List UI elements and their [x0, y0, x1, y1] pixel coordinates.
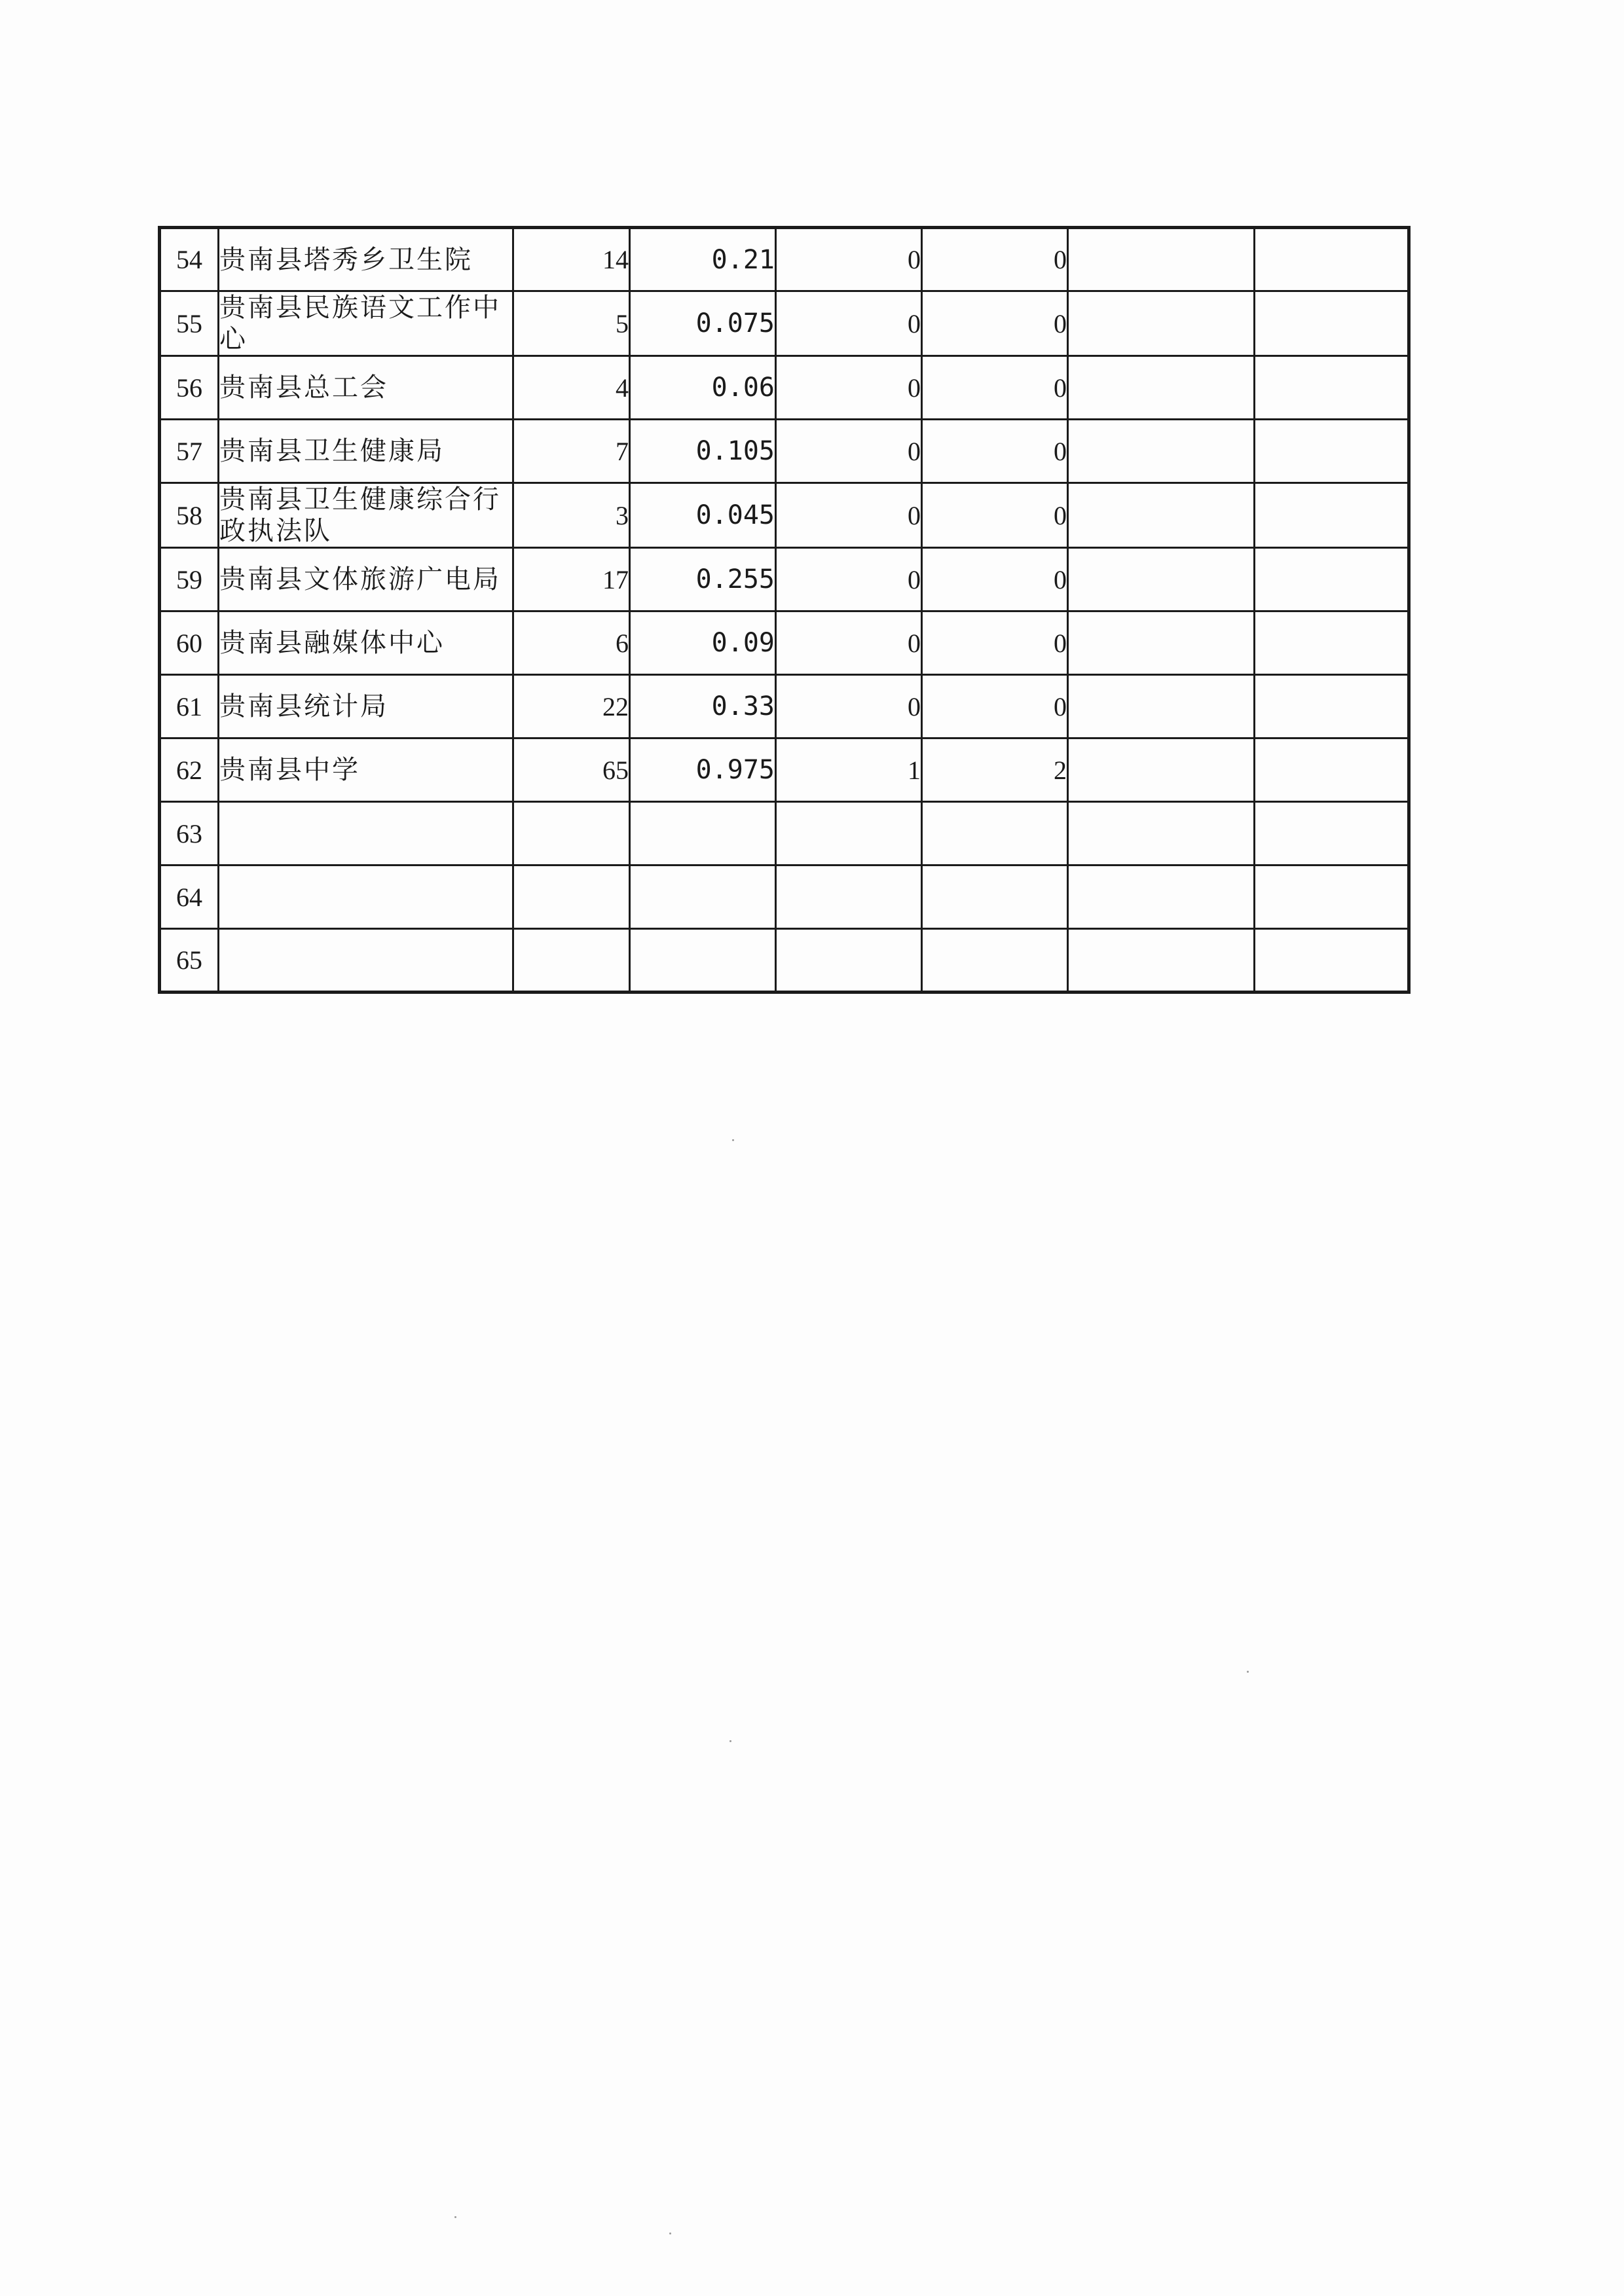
table-row [160, 228, 1409, 291]
unit-name: 贵南县融媒体中心 [219, 611, 513, 675]
ratio-cell: 0.09 [630, 611, 776, 675]
row-index: 65 [160, 929, 219, 993]
ratio-cell: 0.33 [630, 675, 776, 738]
unit-name [219, 866, 513, 929]
value-a-cell: 0 [776, 291, 922, 356]
empty-cell [1255, 802, 1409, 866]
count-cell: 5 [513, 291, 630, 356]
unit-name: 贵南县中学 [219, 738, 513, 802]
value-a-cell [776, 929, 922, 993]
table-row [160, 483, 1409, 548]
row-index: 56 [160, 356, 219, 420]
row-index: 58 [160, 483, 219, 548]
empty-cell [1255, 738, 1409, 802]
unit-name [219, 802, 513, 866]
empty-cell [1068, 483, 1255, 548]
table-row [160, 548, 1409, 611]
table-row [160, 291, 1409, 356]
count-cell [513, 866, 630, 929]
scan-speck [454, 2216, 456, 2218]
row-index: 61 [160, 675, 219, 738]
value-b-cell [922, 929, 1068, 993]
value-a-cell: 0 [776, 483, 922, 548]
row-index: 59 [160, 548, 219, 611]
value-b-cell [922, 802, 1068, 866]
value-b-cell: 0 [922, 675, 1068, 738]
empty-cell [1255, 356, 1409, 420]
empty-cell [1255, 548, 1409, 611]
table-row [160, 420, 1409, 483]
empty-cell [1068, 420, 1255, 483]
empty-cell [1068, 929, 1255, 993]
table-row [160, 802, 1409, 866]
ratio-cell: 0.255 [630, 548, 776, 611]
value-a-cell: 0 [776, 675, 922, 738]
unit-name: 贵南县卫生健康局 [219, 420, 513, 483]
value-b-cell: 0 [922, 548, 1068, 611]
value-b-cell: 0 [922, 228, 1068, 291]
empty-cell [1068, 228, 1255, 291]
empty-cell [1255, 228, 1409, 291]
table-body [160, 228, 1409, 993]
value-b-cell: 0 [922, 483, 1068, 548]
value-b-cell: 2 [922, 738, 1068, 802]
count-cell: 7 [513, 420, 630, 483]
value-b-cell: 0 [922, 611, 1068, 675]
count-cell [513, 929, 630, 993]
scan-speck [729, 1740, 731, 1742]
row-index: 55 [160, 291, 219, 356]
row-index: 54 [160, 228, 219, 291]
value-a-cell: 0 [776, 420, 922, 483]
count-cell: 65 [513, 738, 630, 802]
table-row [160, 738, 1409, 802]
ratio-cell [630, 866, 776, 929]
unit-name: 贵南县文体旅游广电局 [219, 548, 513, 611]
row-index: 63 [160, 802, 219, 866]
unit-name: 贵南县民族语文工作中心 [219, 291, 513, 356]
ratio-cell: 0.105 [630, 420, 776, 483]
value-a-cell [776, 802, 922, 866]
value-a-cell: 0 [776, 356, 922, 420]
row-index: 62 [160, 738, 219, 802]
empty-cell [1068, 738, 1255, 802]
empty-cell [1255, 483, 1409, 548]
unit-name: 贵南县总工会 [219, 356, 513, 420]
count-cell: 22 [513, 675, 630, 738]
scan-speck [732, 1139, 734, 1141]
ratio-cell: 0.21 [630, 228, 776, 291]
table-row [160, 356, 1409, 420]
empty-cell [1255, 291, 1409, 356]
empty-cell [1068, 866, 1255, 929]
value-b-cell: 0 [922, 291, 1068, 356]
empty-cell [1068, 675, 1255, 738]
count-cell: 6 [513, 611, 630, 675]
ratio-cell: 0.975 [630, 738, 776, 802]
ratio-cell: 0.045 [630, 483, 776, 548]
value-b-cell: 0 [922, 420, 1068, 483]
scan-speck [669, 2232, 671, 2234]
count-cell [513, 802, 630, 866]
ratio-cell [630, 802, 776, 866]
value-a-cell: 1 [776, 738, 922, 802]
count-cell: 14 [513, 228, 630, 291]
table-row [160, 929, 1409, 993]
table-row [160, 611, 1409, 675]
empty-cell [1255, 675, 1409, 738]
unit-name [219, 929, 513, 993]
row-index: 57 [160, 420, 219, 483]
empty-cell [1255, 866, 1409, 929]
table-row [160, 675, 1409, 738]
value-a-cell: 0 [776, 611, 922, 675]
ratio-cell [630, 929, 776, 993]
empty-cell [1068, 291, 1255, 356]
count-cell: 4 [513, 356, 630, 420]
count-cell: 3 [513, 483, 630, 548]
row-index: 64 [160, 866, 219, 929]
value-a-cell [776, 866, 922, 929]
value-b-cell: 0 [922, 356, 1068, 420]
empty-cell [1068, 802, 1255, 866]
data-table [158, 226, 1411, 994]
value-a-cell: 0 [776, 228, 922, 291]
empty-cell [1255, 929, 1409, 993]
table-row [160, 866, 1409, 929]
count-cell: 17 [513, 548, 630, 611]
unit-name: 贵南县统计局 [219, 675, 513, 738]
unit-name: 贵南县塔秀乡卫生院 [219, 228, 513, 291]
empty-cell [1068, 548, 1255, 611]
empty-cell [1255, 420, 1409, 483]
row-index: 60 [160, 611, 219, 675]
empty-cell [1255, 611, 1409, 675]
empty-cell [1068, 611, 1255, 675]
scan-speck [1247, 1671, 1249, 1673]
empty-cell [1068, 356, 1255, 420]
ratio-cell: 0.075 [630, 291, 776, 356]
value-b-cell [922, 866, 1068, 929]
unit-name: 贵南县卫生健康综合行政执法队 [219, 483, 513, 548]
value-a-cell: 0 [776, 548, 922, 611]
ratio-cell: 0.06 [630, 356, 776, 420]
